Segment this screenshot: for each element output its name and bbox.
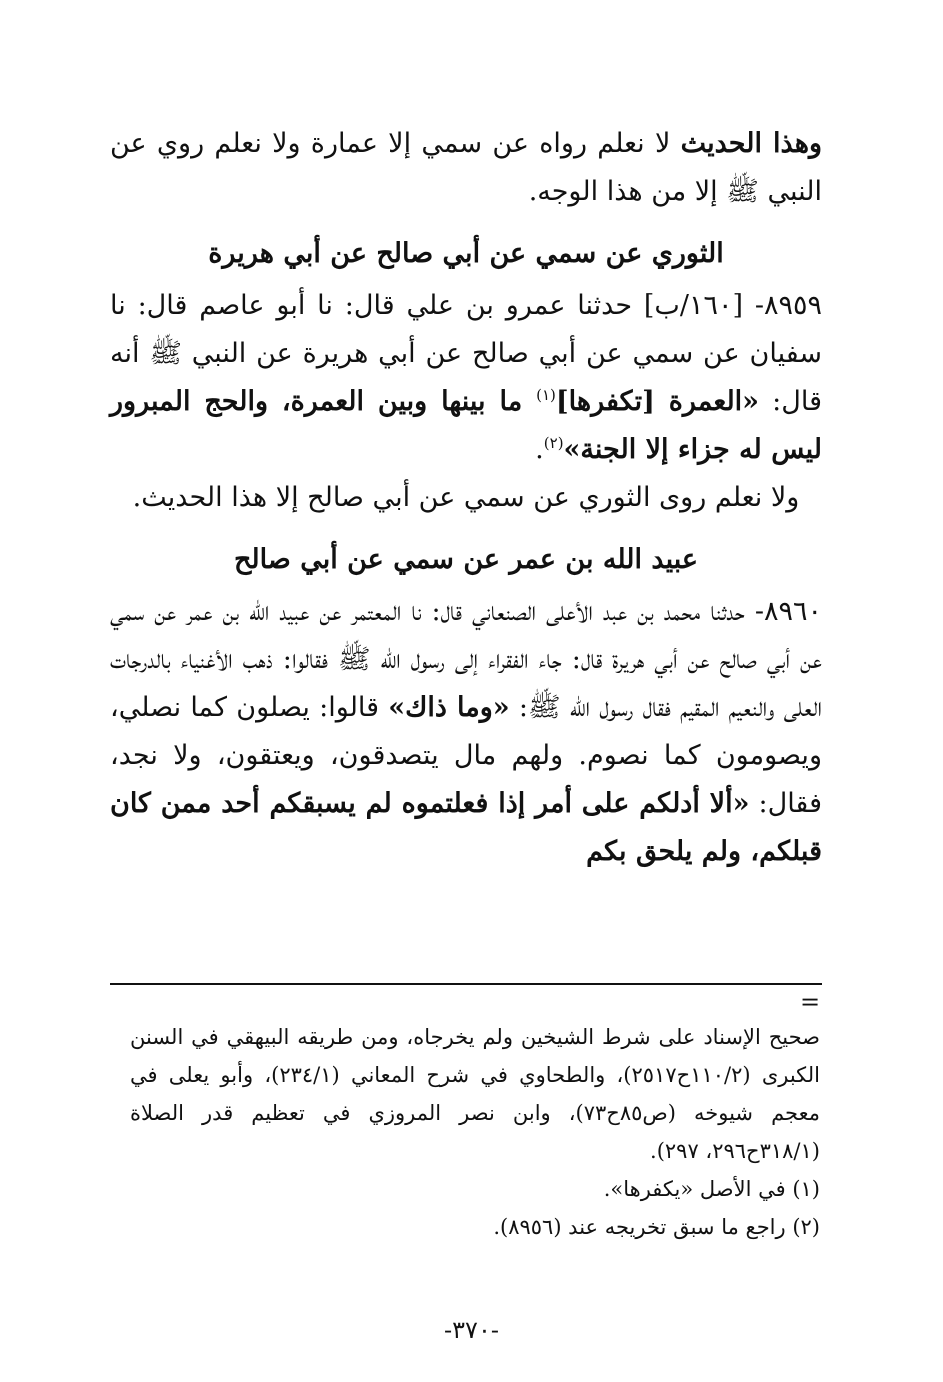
hadith-8959-matn-a: «العمرة [تكفرها] [555, 386, 760, 417]
hadith-8960-bold-2: «ألا أدلكم على أمر إذا فعلتموه لم يسبقكم أحد ممن كان قبلكم، ولم يلحق بكم [110, 788, 822, 867]
hadith-8959 [110, 282, 822, 474]
footnote-divider [110, 983, 822, 985]
hadith-8960-bold-1: «وما ذاك» [388, 692, 510, 723]
intro-rest: لا نعلم رواه عن سمي إلا عمارة ولا نعلم روي عن النبي ﷺ إلا من هذا الوجه. [110, 128, 822, 207]
footnote-2: (٢) راجع ما سبق تخريجه عند (٨٩٥٦). [493, 1215, 820, 1239]
footnote-1: (١) في الأصل «يكفرها». [603, 1177, 820, 1201]
footnotes [130, 1018, 820, 1246]
intro-paragraph [110, 120, 822, 216]
footnote-ref-1[interactable]: (١) [536, 386, 556, 404]
section-heading-ubaydullah: عبيد الله بن عمر عن سمي عن أبي صالح [234, 544, 698, 575]
hadith-8960-text-2: قالوا: يصلون كما نصلي، ويصومون كما نصوم. ولهم مال يتصدقون، ويعتقون، ولا نجد، فقال: [110, 692, 822, 819]
hadith-8959-isnad: ٨٩٥٩- [١٦٠/ب] حدثنا عمرو بن علي قال: نا أبو عاصم قال: نا سفيان عن سمي عن أبي صالح عن أبي هريرة عن النبي ﷺ أنه قال: [110, 290, 822, 417]
footnote-continuation-mark: = [800, 988, 821, 1016]
note-thawri: ولا نعلم روى الثوري عن سمي عن أبي صالح إلا هذا الحديث. [132, 482, 800, 513]
section-heading-thawri: الثوري عن سمي عن أبي صالح عن أبي هريرة [208, 238, 724, 269]
intro-bold: وهذا الحديث [680, 128, 822, 159]
hadith-8959-matn-b: ما بينها وبين العمرة، والحج المبرور ليس له جزاء إلا الجنة» [110, 386, 822, 465]
main-text [110, 120, 822, 876]
hadith-8959-end: . [535, 434, 544, 465]
hadith-8960 [110, 588, 822, 876]
footnote-continuation: صحيح الإسناد على شرط الشيخين ولم يخرجاه، ومن طريقه البيهقي في السنن الكبرى (١١٠/٢ح٢٥١٧)، والطحاوي في شرح المعاني (٢٣٤/١)، وأبو يعلى في معجم شيوخه (ص٨٥ح٧٣)، وابن نصر المروزي في تعظيم قدر الصلاة (٣١٨/١ح٢٩٦، ٢٩٧). [130, 1025, 821, 1163]
page-number: -٣٧٠- [444, 1316, 499, 1344]
footnote-ref-2[interactable]: (٢) [543, 434, 564, 452]
hadith-8960-isnad: ٨٩٦٠- حدثنا محمد بن عبد الأعلى الصنعاني قال: نا المعتمر عن عبيد الله بن عمر عن سمي عن أبي صالح عن أبي هريرة قال: جاء الفقراء إلى رسول الله ﷺ فقالوا: ذهب الأغنياء بالدرجات العلى والنعيم المقيم فقال رسول الله ﷺ: [110, 596, 823, 723]
